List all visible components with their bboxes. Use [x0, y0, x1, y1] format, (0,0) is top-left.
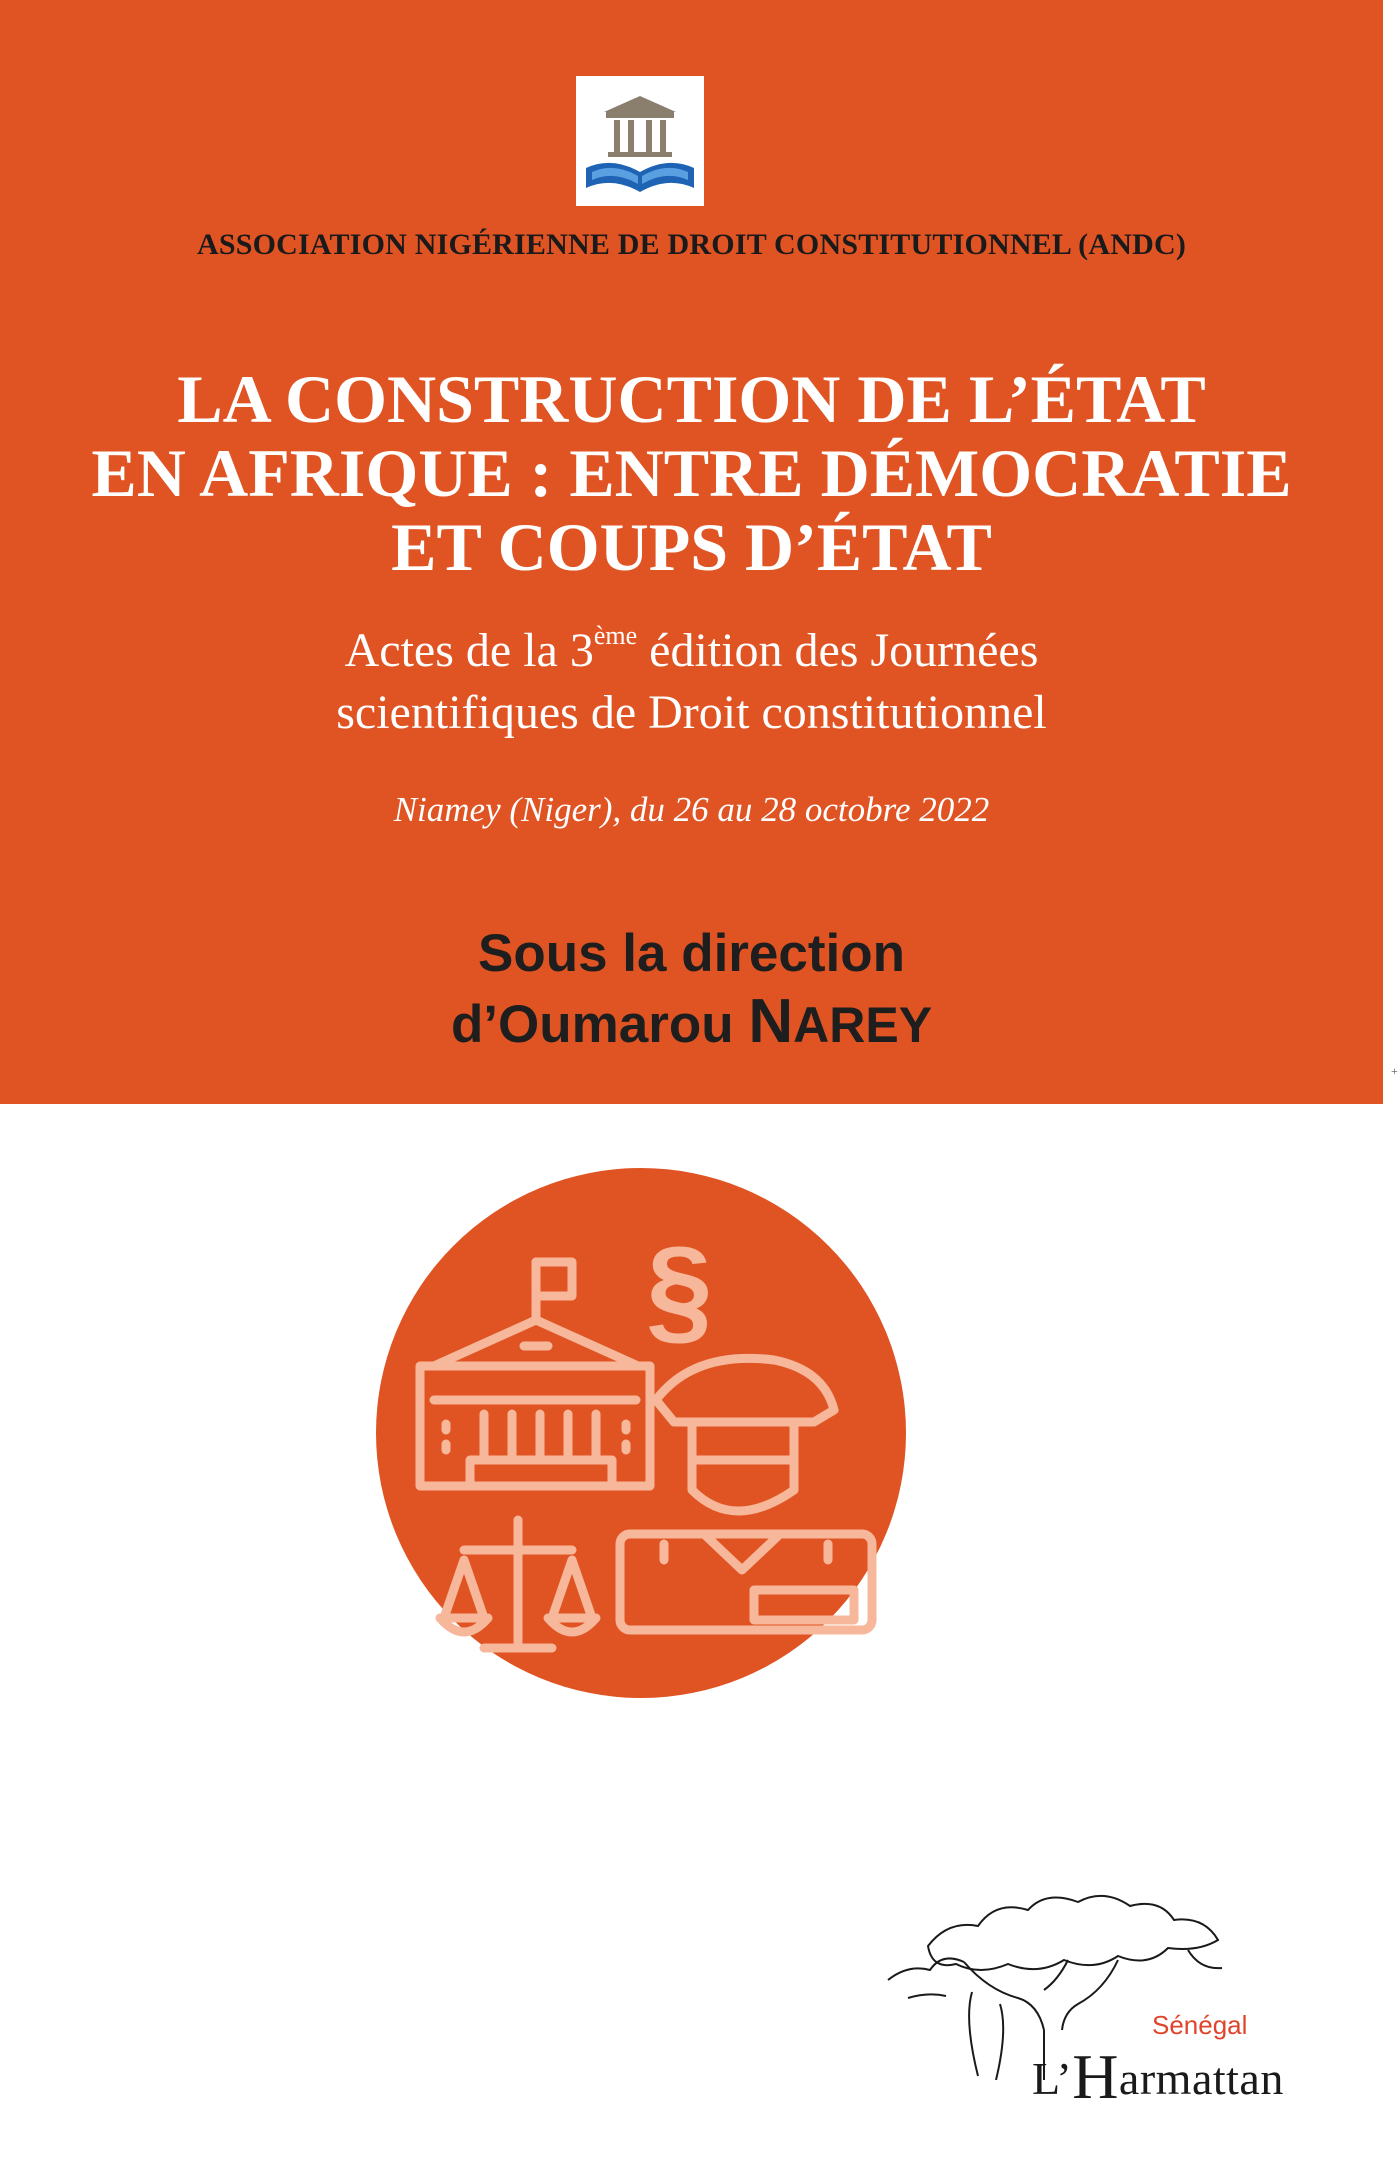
subtitle-line-1 [0, 620, 1383, 682]
editor-credit [0, 920, 1383, 1059]
cover-illustration [374, 1160, 908, 1706]
publisher-name-initial: H [1072, 2041, 1119, 2112]
editor-surname-rest: AREY [793, 997, 933, 1053]
direction-line-1: Sous la direction [477, 924, 906, 983]
crop-mark: + [1391, 1064, 1398, 1078]
association-name: ASSOCIATION NIGÉRIENNE DE DROIT CONSTITUTIONNEL (ANDC) [196, 228, 1187, 261]
book-title [0, 362, 1383, 584]
title-line-1: LA CONSTRUCTION DE L’ÉTAT [177, 361, 1206, 437]
subtitle-line-2: scientifiques de Droit constitutionnel [336, 686, 1047, 739]
editor-surname-initial: N [748, 987, 794, 1056]
direction-prefix: d’Oumarou [450, 995, 749, 1054]
subtitle-line-1-end: édition des Journées [637, 624, 1039, 677]
publisher-name [1032, 2040, 1284, 2114]
title-line-2: EN AFRIQUE : ENTRE DÉMOCRATIE [91, 435, 1292, 511]
publisher-country: Sénégal [1152, 2010, 1248, 2040]
place-and-date: Niamey (Niger), du 26 au 28 octobre 2022 [393, 790, 990, 829]
book-subtitle [0, 620, 1383, 744]
section-sign-icon [646, 1222, 713, 1356]
direction-line-2 [0, 988, 1383, 1059]
svg-text:§: § [646, 1222, 713, 1356]
subtitle-superscript: ème [593, 621, 638, 650]
publisher-name-start: L’ [1032, 2053, 1073, 2104]
publisher-name-end: armattan [1118, 2053, 1284, 2104]
title-line-3: ET COUPS D’ÉTAT [391, 509, 992, 585]
andc-logo-icon [576, 76, 704, 206]
subtitle-line-1-start: Actes de la 3 [344, 624, 594, 677]
